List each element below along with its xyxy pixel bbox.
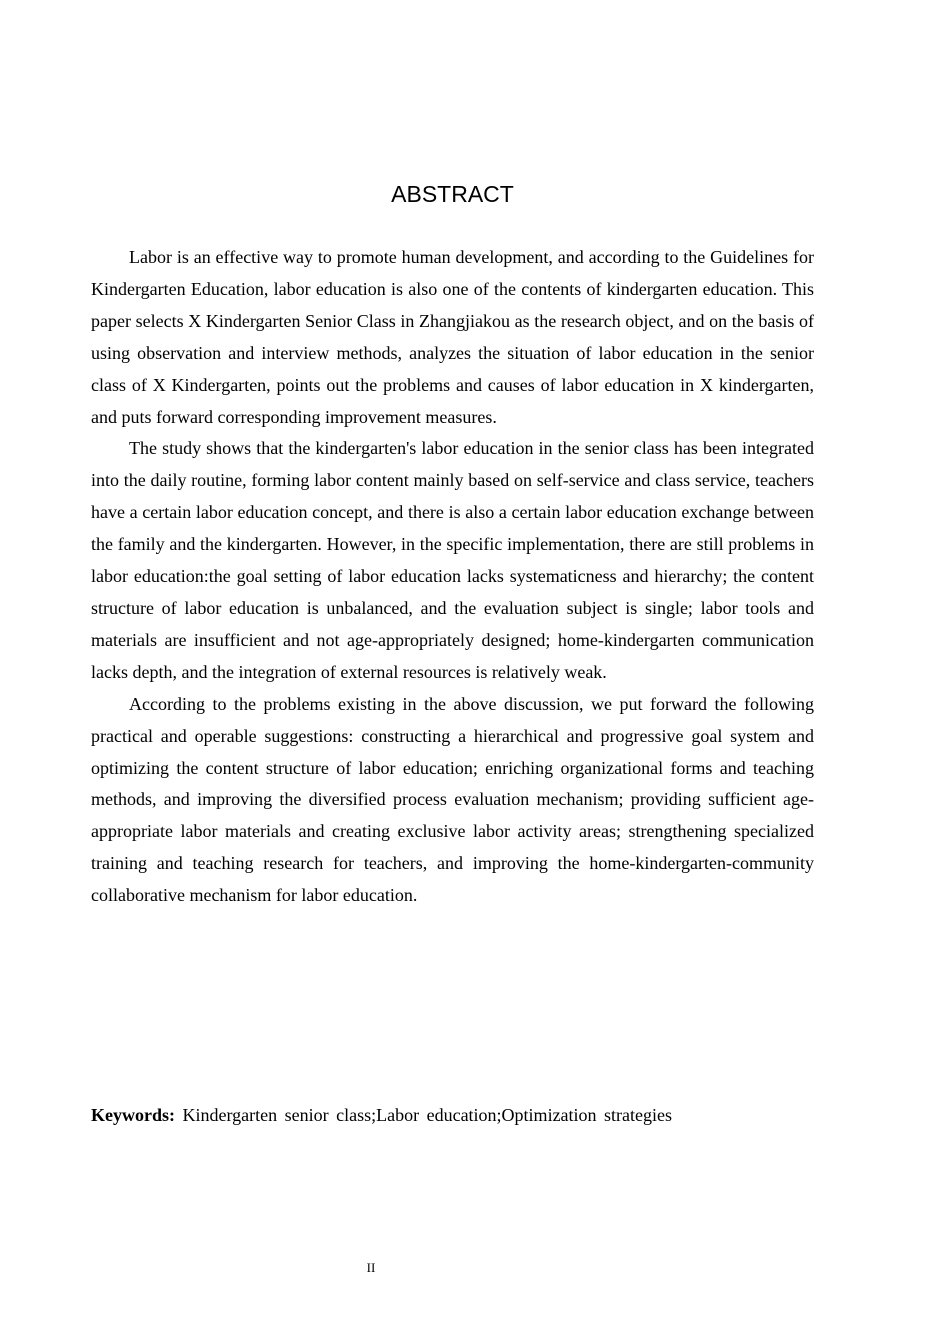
abstract-paragraph-2: The study shows that the kindergarten's labor education in the senior class has been integrated into the daily routine, forming labor content mainly based on self-service and class service, teachers have a certain labor education concept, and there is also a certain labor education exchange between the family and the kindergarten. However, in the specific implementation, there are still problems in labor education:the goal setting of labor education lacks systematicness and hierarchy; the content structure of labor education is unbalanced, and the evaluation subject is single; labor tools and materials are insufficient and not age-appropriately designed; home-kindergarten communication lacks depth, and the integration of external resources is relatively weak. xyxy=(91,438,814,682)
keywords-list: Kindergarten senior class;Labor education;Optimization strategies xyxy=(182,1105,673,1125)
abstract-paragraph-3: According to the problems existing in the above discussion, we put forward the following practical and operable suggestions: constructing a hierarchical and progressive goal system and optimizing the content structure of labor education; enriching organizational forms and teaching methods, and improving the diversified process evaluation mechanism; providing sufficient age-appropriate labor materials and creating exclusive labor activity areas; strengthening specialized training and teaching research for teachers, and improving the home-kindergarten-community collaborative mechanism for labor education. xyxy=(91,693,814,906)
abstract-title: ABSTRACT xyxy=(391,181,514,207)
abstract-paragraph-1: Labor is an effective way to promote human development, and according to the Guidelines for Kindergarten Education, labor education is also one of the contents of kindergarten education. This paper selects X Kindergarten Senior Class in Zhangjiakou as the research object, and on the basis of using observation and interview methods, analyzes the situation of labor education in the senior class of X Kindergarten, points out the problems and causes of labor education in X kindergarten, and puts forward corresponding improvement measures. xyxy=(91,247,814,427)
abstract-body xyxy=(91,242,814,912)
keywords-line xyxy=(91,1100,814,1132)
page-number: II xyxy=(366,1260,376,1275)
keywords-label: Keywords: xyxy=(91,1105,175,1125)
